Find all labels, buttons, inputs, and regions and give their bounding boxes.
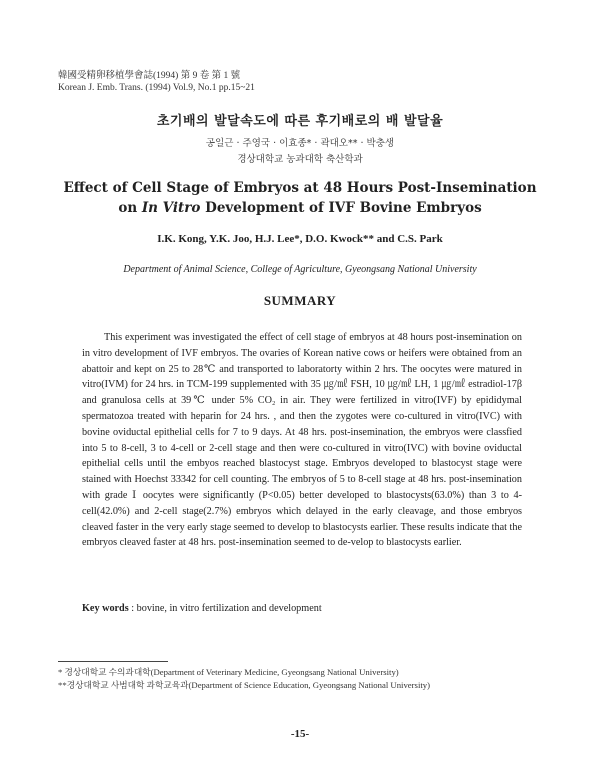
korean-authors: 공일근 · 주영국 · 이효종* · 곽대오** · 박충생 (205, 138, 395, 149)
journal-citation-english: Korean J. Emb. Trans. (1994) Vol.9, No.1 pp.15~21 (58, 83, 255, 93)
footnotes (58, 666, 430, 691)
title-line2-italic: In Vitro (141, 200, 201, 216)
title-line2-suffix: Development of IVF Bovine Embryos (200, 200, 482, 216)
english-title-line1: Effect of Cell Stage of Embryos at 48 Hours Post-Insemination (63, 180, 537, 196)
title-line2-prefix: on (118, 200, 142, 216)
footnote-1: * 경상대학교 수의과대학(Department of Veterinary Medicine, Gyeongsang National University) (58, 667, 399, 677)
department: Department of Animal Science, College of Agriculture, Gyeongsang National University (123, 264, 477, 275)
keywords-text: : bovine, in vitro fertilization and development (128, 603, 322, 614)
korean-title: 초기배의 발달속도에 따른 후기배로의 배 발달율 (156, 114, 444, 129)
keywords-label: Key words (82, 603, 129, 614)
summary-heading: SUMMARY (263, 293, 337, 308)
summary-paragraph: This experiment was investigated the effect of cell stage of embryos at 48 hours post-insemination on in vitro development of IVF embryos. The ovaries of Korean native cows or heifers were obtained from an abattoir and kept on 25 to 28℃ and transported to laboratorty within 2 hrs. The oocytes were matured in vitro(IVM) for 24 hrs. in TCM-199 supplemented with 35 ㎍/㎖ FSH, 10 ㎍/㎖ LH, 1 ㎍/㎖ estradiol-17β and granulosa cells at 39℃ under 5% CO₂ in air. They were fertilized in vitro(IVF) by epididymal spermatozoa treated with heparin for 24 hrs. , and then the zygotes were co-cultured in vitro(IVC) with bovine oviductal epithelial cells for 7 to 9 days. At 48 hrs. post-insemination, the embryos were classfied into 5 to 8-cell, 3 to 4-cell or 2-cell stage and then were co-cultured in vitro(IVC) with bovine oviductal epithelial cells until the embyos reached blastocyst stage. Embryos developed to blastocyst stage were stained with Hoechst 33342 for cell counting. The embryos of 5 to 8-cell stage at 48 hrs. post-insemination with grade Ⅰ oocytes were significantly (P<0.05) better developed to blastocysts(63.0%) than 3 to 4-cell(42.0%) and 2-cell stage(2.7%) embryos which delayed in the early cleavage, and those embryos cleaved faster in the very early stage seemed to develop to blastocysts earlier. These results indicate that the embryos cleaved faster at 48 hrs. post-insemination seemed to de-velop to blastocysts earlier. (82, 332, 522, 549)
summary-body (82, 330, 522, 551)
footnote-divider (58, 661, 168, 662)
journal-header (58, 70, 255, 94)
journal-citation-korean: 韓國受精卵移植學會誌(1994) 第 9 卷 第 1 號 (58, 71, 241, 81)
english-title-line2 (0, 198, 600, 218)
korean-affiliation: 경상대학교 농과대학 축산학과 (237, 154, 363, 165)
english-title (0, 178, 600, 218)
keywords (82, 603, 522, 614)
english-authors: I.K. Kong, Y.K. Joo, H.J. Lee*, D.O. Kwock** and C.S. Park (157, 233, 443, 245)
page-number: -15- (290, 728, 310, 740)
footnote-2: **경상대학교 사범대학 과학교육과(Department of Science Education, Gyeongsang National University) (58, 679, 431, 690)
